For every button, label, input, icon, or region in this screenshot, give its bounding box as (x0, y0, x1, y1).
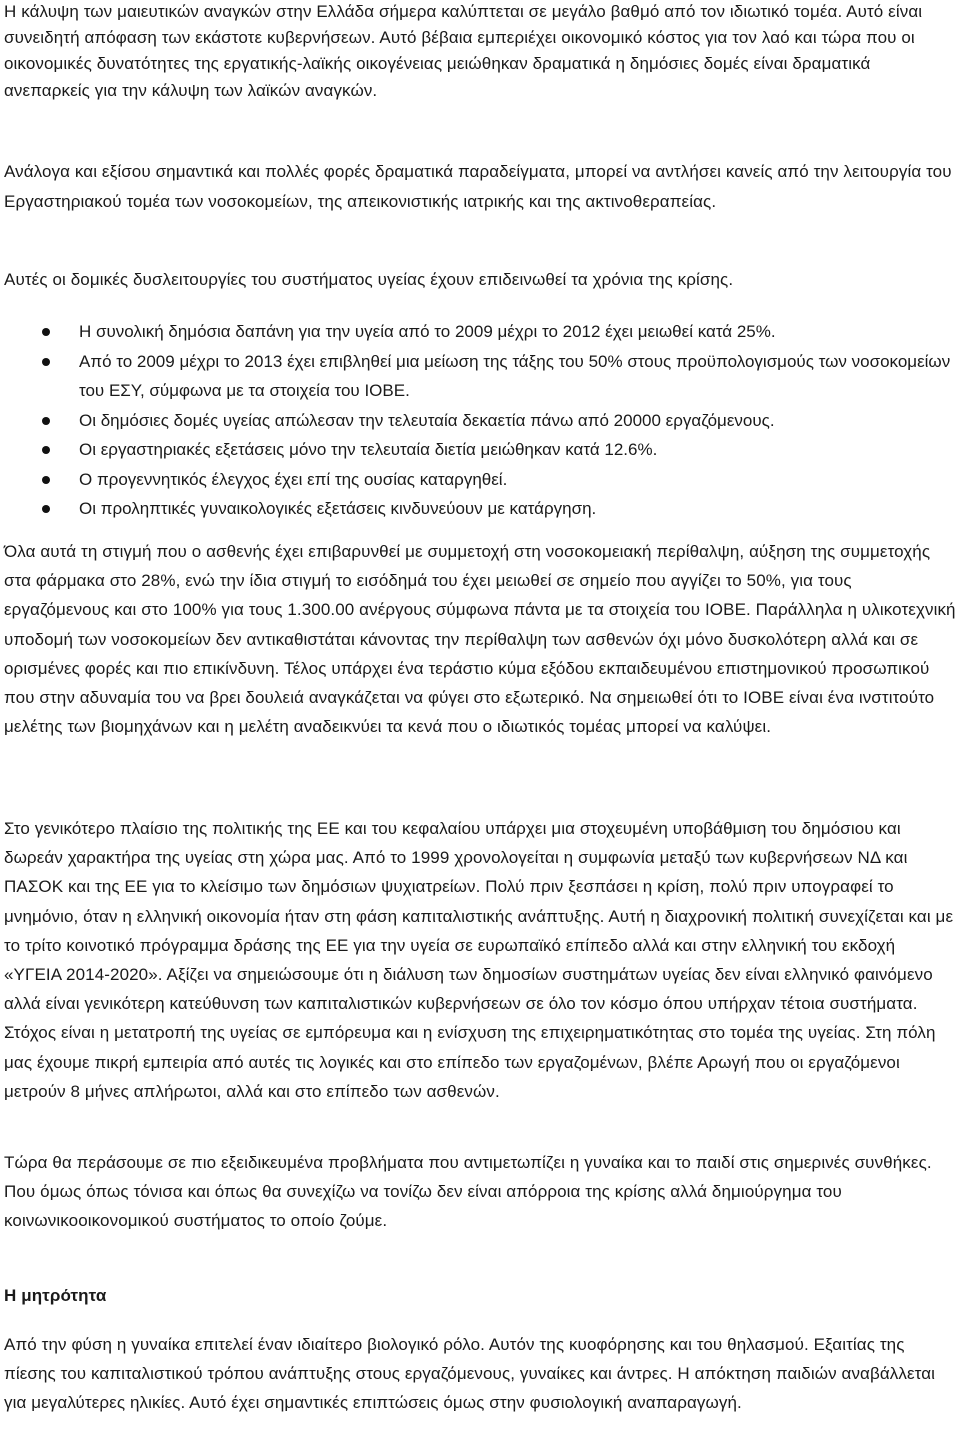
paragraph-eu-policy: Στο γενικότερο πλαίσιο της πολιτικής της ΕΕ και του κεφαλαίου υπάρχει μια στοχευμένη υποβάθμιση του δημόσιου και δωρεάν χαρακτήρα της υγείας στη χώρα μας. Από το 1999 χρονολογείται η συμφωνία μεταξύ των κυβερνήσεων ΝΔ και ΠΑΣΟΚ και της ΕΕ για το κλείσιμο των δημόσιων ψυχιατρείων. Πολύ πριν ξεσπάσει η κρίση, πολύ πριν υπογραφεί το μνημόνιο, όταν η ελληνική οικονομία ήταν στη φάση καπιταλιστικής ανάπτυξης. Αυτή η διαχρονική πολιτική συνεχίζεται και με το τρίτο κοινοτικό πρόγραμμα δράσης της ΕΕ για την υγεία σε ευρωπαϊκό επίπεδο αλλά και στην ελληνική του εκδοχή «ΥΓΕΙΑ 2014-2020». Αξίζει να σημειώσουμε ότι η διάλυση των δημοσίων συστημάτων υγείας δεν είναι ελληνικό φαινόμενο αλλά είναι γενικότερη κατεύθυνση των καπιταλιστικών κυβερνήσεων σε όλο τον κόσμο όπου υπήρχαν τέτοια συστήματα. Στόχος είναι η μετατροπή της υγείας σε εμπόρευμα και η ενίσχυση της επιχειρηματικότητας στο τομέα της υγείας. Στη πόλη μας έχουμε πικρή εμπειρία από αυτές τις λογικές και στο επίπεδο των εργαζομένων, βλέπε Αρωγή που οι εργαζόμενοι μετρούν 8 μήνες απλήρωτοι, αλλά και στο επίπεδο των ασθενών. (4, 819, 954, 1101)
list-item: Από το 2009 μέχρι το 2013 έχει επιβληθεί μια μείωση της τάξης του 50% στους προϋπολογισμούς των νοσοκομείων του ΕΣΥ, σύμφωνα με τα στοιχεία του ΙΟΒΕ. (4, 347, 956, 406)
list-item: Οι προληπτικές γυναικολογικές εξετάσεις κινδυνεύουν με κατάργηση. (4, 494, 956, 524)
list-item: Ο προγεννητικός έλεγχος έχει επί της ουσίας καταργηθεί. (4, 465, 956, 495)
crisis-facts-list (4, 317, 956, 524)
paragraph-women-children: Τώρα θα περάσουμε σε πιο εξειδικευμένα προβλήματα που αντιμετωπίζει η γυναίκα και το παιδί στις σημερινές συνθήκες. Που όμως όπως τόνισα και όπως θα συνεχίζω να τονίζω δεν είναι απόρροια της κρίσης αλλά δημιούργημα του κοινωνικοοικονομικού συστήματος το οποίο ζούμε. (4, 1153, 932, 1231)
paragraph-motherhood: Από την φύση η γυναίκα επιτελεί έναν ιδιαίτερο βιολογικό ρόλο. Αυτόν της κυοφόρησης και του θηλασμού. Εξαιτίας της πίεσης του καπιταλιστικού τρόπου ανάπτυξης στους εργαζόμενους, γυναίκες και άντρες. Η απόκτηση παιδιών αναβάλλεται για μεγαλύτερες ηλικίες. Αυτό έχει σημαντικές επιπτώσεις όμως στην φυσιολογική αναπαραγωγή. (4, 1335, 936, 1413)
paragraph-crisis-dysfunctions: Αυτές οι δομικές δυσλειτουργίες του συστήματος υγείας έχουν επιδεινωθεί τα χρόνια της κρίσης. (4, 270, 734, 289)
paragraph-patient-burden: Όλα αυτά τη στιγμή που ο ασθενής έχει επιβαρυνθεί με συμμετοχή στη νοσοκομειακή περίθαλψη, αύξηση της συμμετοχής στα φάρμακα στο 28%, ενώ την ίδια στιγμή το εισόδημά του έχει μειωθεί σε σημείο που αγγίζει το 50%, για τους εργαζόμενους και στο 100% για τους 1.300.00 ανέργους σύμφωνα πάντα με τα στοιχεία του ΙΟΒΕ. Παράλληλα η υλικοτεχνική υποδομή των νοσοκομείων δεν αντικαθιστάται κάνοντας την περίθαλψη των ασθενών όχι μόνο δυσκολότερη αλλά και σε ορισμένες φορές και πιο επικίνδυνη. Τέλος υπάρχει ένα τεράστιο κύμα εξόδου εκπαιδευμένου επιστημονικού προσωπικού που στην αδυναμία του να βρει δουλειά αναγκάζεται να φύγει στο εξωτερικό. Να σημειωθεί ότι το ΙΟΒΕ είναι ένα ινστιτούτο μελέτης των βιομηχάνων και η μελέτη αναδεικνύει τα κενά που ο ιδιωτικός τομέας μπορεί να καλύψει. (4, 542, 956, 737)
list-item: Οι δημόσιες δομές υγείας απώλεσαν την τελευταία δεκαετία πάνω από 20000 εργαζόμενους. (4, 406, 956, 436)
list-item: Η συνολική δημόσια δαπάνη για την υγεία από το 2009 μέχρι το 2012 έχει μειωθεί κατά 25%. (4, 317, 956, 347)
list-item: Οι εργαστηριακές εξετάσεις μόνο την τελευταία διετία μειώθηκαν κατά 12.6%. (4, 435, 956, 465)
paragraph-maternity-coverage: Η κάλυψη των μαιευτικών αναγκών στην Ελλάδα σήμερα καλύπτεται σε μεγάλο βαθμό από τον ιδιωτικό τομέα. Αυτό είναι συνειδητή απόφαση των εκάστοτε κυβερνήσεων. Αυτό βέβαια εμπεριέχει οικονομικό κόστος για τον λαό και τώρα που οι οικονομικές δυνατότητες της εργατικής-λαϊκής οικογένειας μειώθηκαν δραματικά η δημόσιες δομές είναι δραματικά ανεπαρκείς για την κάλυψη των λαϊκών αναγκών. (4, 2, 923, 100)
paragraph-laboratory-sector: Ανάλογα και εξίσου σημαντικά και πολλές φορές δραματικά παραδείγματα, μπορεί να αντλήσει κανείς από την λειτουργία του Εργαστηριακού τομέα των νοσοκομείων, της απεικονιστικής ιατρικής και της ακτινοθεραπείας. (4, 162, 952, 212)
section-heading-motherhood: Η μητρότητα (4, 1286, 107, 1305)
